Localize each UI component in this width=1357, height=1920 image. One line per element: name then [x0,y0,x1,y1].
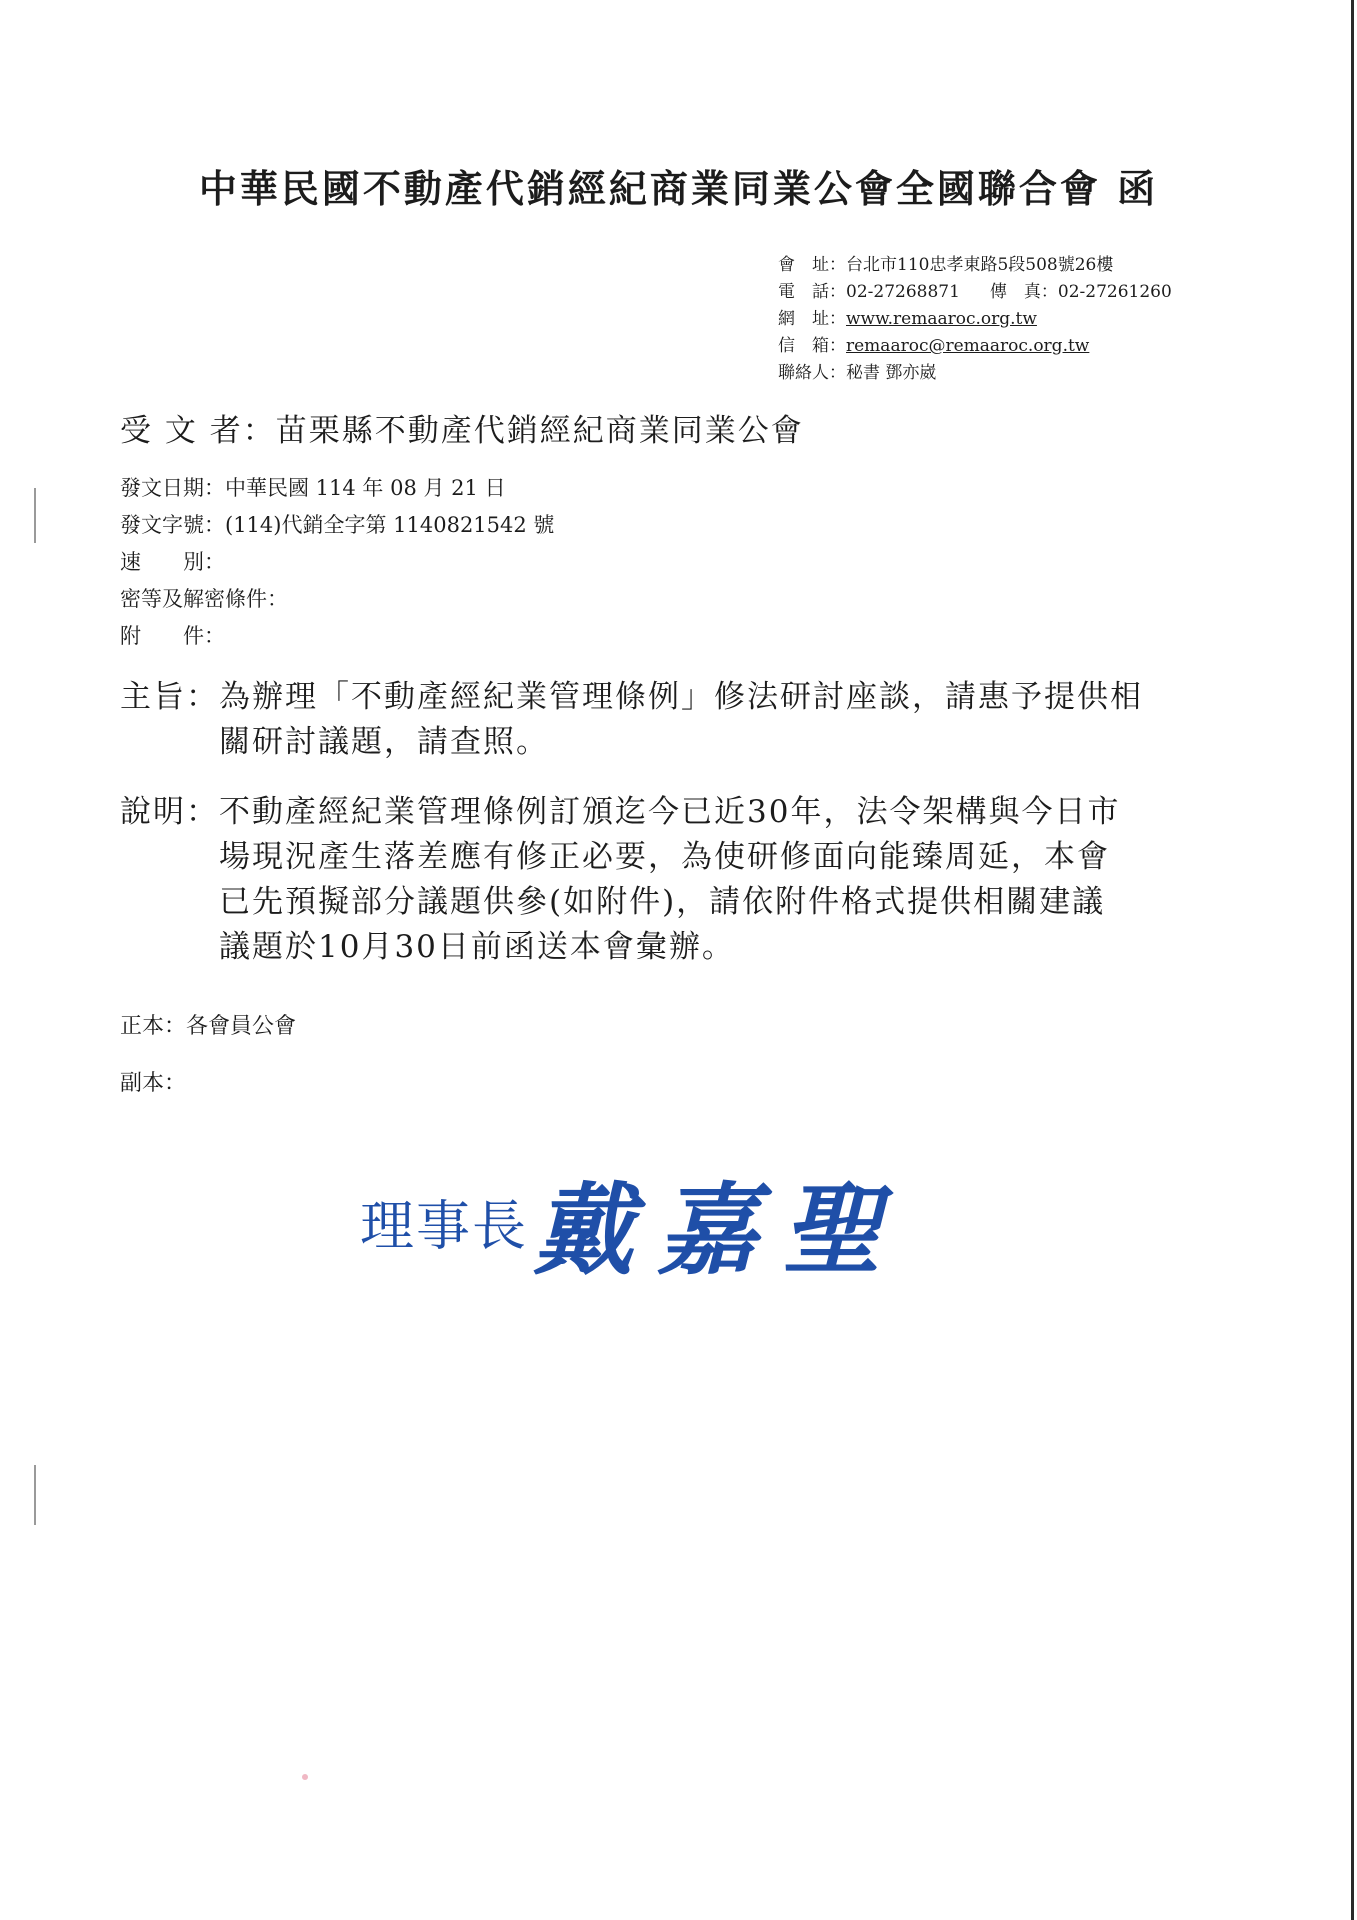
signature-role: 理事長 [360,1194,528,1258]
distribution-list [120,998,296,1112]
phone-label: 電 話： [778,282,846,302]
explanation-label: 說明： [120,794,219,830]
subject-line: 為辦理「不動產經紀業管理條例」修法研討座談，請惠予提供相 [219,679,1143,715]
recipient-line: 受 文 者：苗栗縣不動產代銷經紀商業同業公會 [120,413,804,449]
issue-date: 發文日期：中華民國 114 年 08 月 21 日 [120,476,506,500]
carbon-copy-line: 副本： [120,1071,187,1096]
contact-label: 聯絡人： [778,363,846,383]
explanation-line: 場現況產生落差應有修正必要，為使研修面向能臻周延，本會 [219,839,1110,875]
explanation-line: 議題於10月30日前函送本會彙辦。 [219,929,735,965]
address-value: 台北市110忠孝東路5段508號26樓 [846,255,1114,275]
sender-info [778,252,1172,387]
explanation-paragraph [120,790,1230,970]
original-copy-line: 正本：各會員公會 [120,1014,297,1039]
scan-speck [302,1774,308,1780]
website-label: 網 址： [778,309,846,329]
sender-email-row [778,333,1172,360]
phone-value: 02-27268871 [846,282,960,302]
explanation-body [219,790,1230,970]
issue-number: 發文字號：(114)代銷全字第 1140821542 號 [120,513,555,537]
secrecy-level: 密等及解密條件： [120,587,288,611]
address-label: 會 址： [778,255,846,275]
explanation-line: 不動產經紀業管理條例訂頒迄今已近30年，法令架構與今日市 [219,794,1121,830]
subject-body [219,675,1230,765]
explanation-line: 已先預擬部分議題供參(如附件)，請依附件格式提供相關建議 [219,884,1106,920]
document-meta [120,470,554,655]
subject-paragraph [120,675,1230,765]
attachment-line: 附 件： [120,624,225,648]
binding-mark [34,488,36,543]
sender-website-row [778,306,1172,333]
chairman-signature-stamp [360,1150,905,1294]
email-link[interactable]: remaaroc@remaaroc.org.tw [846,336,1090,356]
email-label: 信 箱： [778,336,846,356]
speed-class: 速 別： [120,550,225,574]
subject-label: 主旨： [120,679,219,715]
fax-value: 02-27261260 [1057,282,1172,302]
fax-label: 傳 真： [989,282,1058,302]
sender-address-row [778,252,1172,279]
binding-mark [34,1465,36,1525]
document-title: 中華民國不動產代銷經紀商業同業公會全國聯合會 函 [198,166,1159,211]
sender-contact-row [778,360,1172,387]
signature-name: 戴嘉聖 [533,1171,906,1289]
contact-value: 秘書 鄧亦崴 [846,363,937,383]
sender-phone-row [778,279,1172,306]
subject-line: 關研討議題，請查照。 [219,724,549,760]
page-edge-line [1351,0,1354,1920]
website-link[interactable]: www.remaaroc.org.tw [846,309,1037,329]
